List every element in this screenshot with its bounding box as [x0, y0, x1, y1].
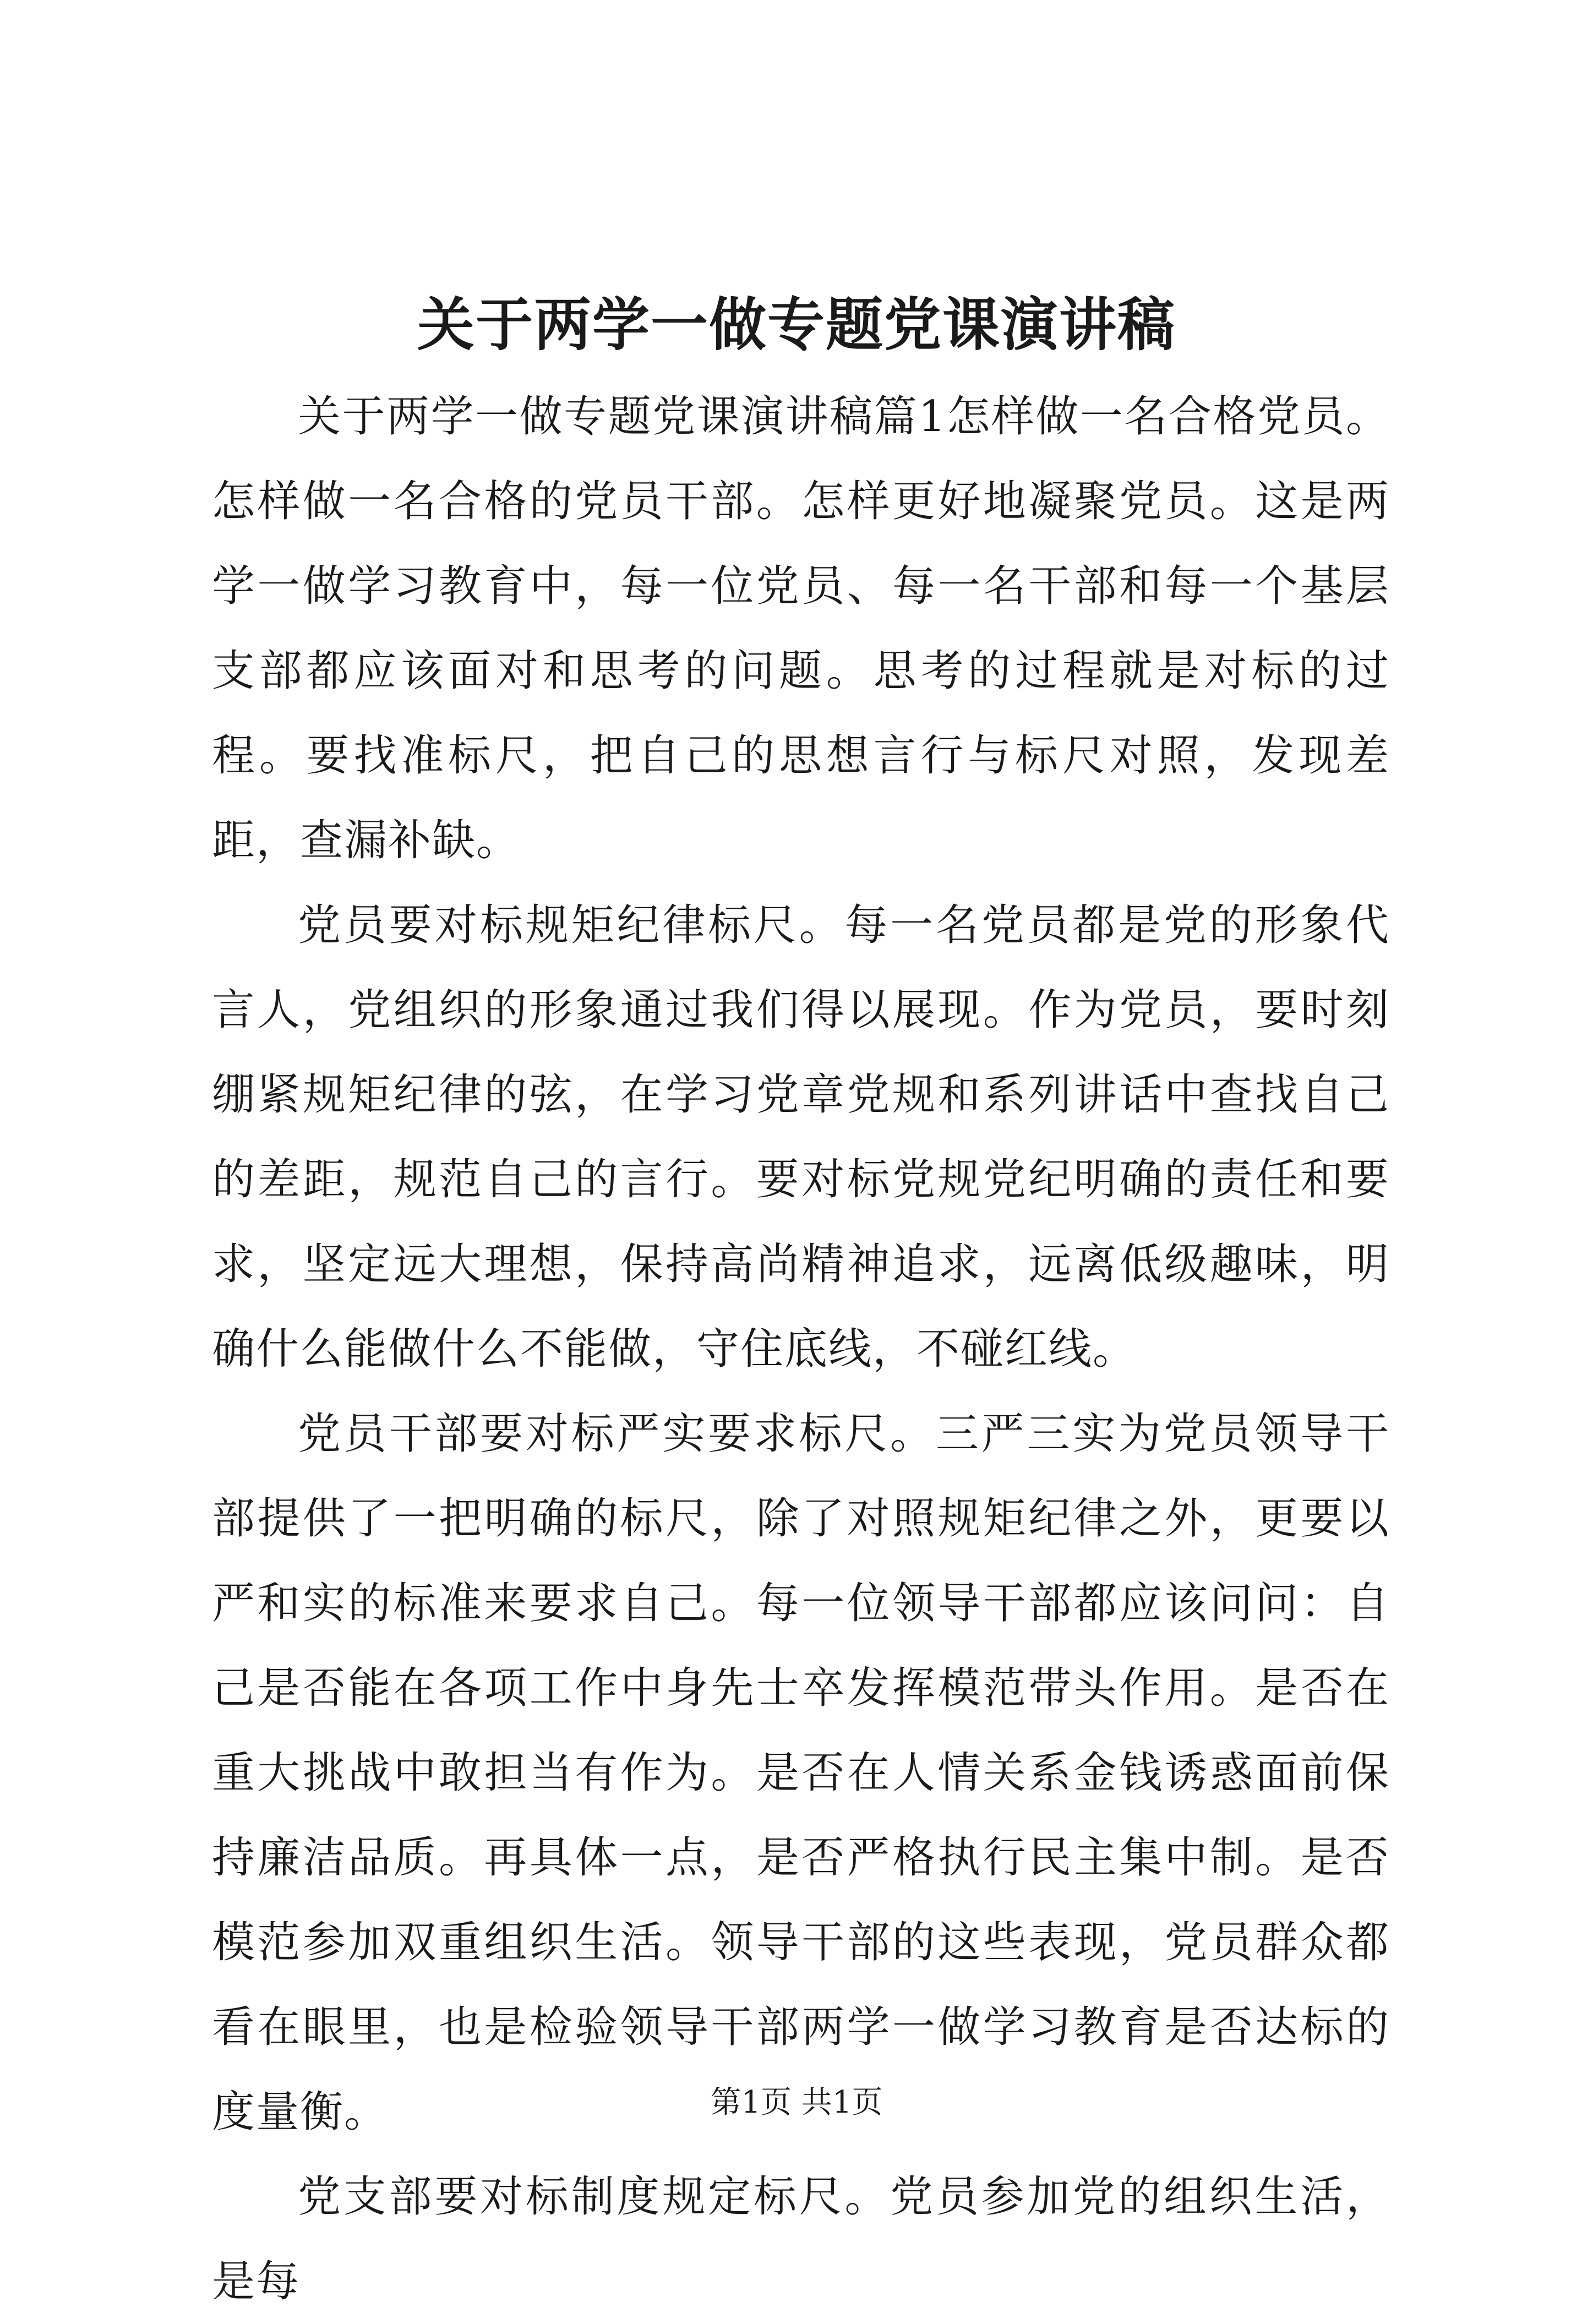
paragraph-2: 党员要对标规矩纪律标尺。每一名党员都是党的形象代言人，党组织的形象通过我们得以展现。作为党员，要时刻绷紧规矩纪律的弦，在学习党章党规和系列讲话中查找自己的差距，规范自己的言行。要对标党规党纪明确的责任和要求，坚定远大理想，保持高尚精神追求，远离低级趣味，明确什么能做什么不能做，守住底线，不碰红线。 — [212, 901, 1390, 1374]
paragraph-1: 关于两学一做专题党课演讲稿篇1怎样做一名合格党员。怎样做一名合格的党员干部。怎样更好地凝聚党员。这是两学一做学习教育中，每一位党员、每一名干部和每一个基层支部都应该面对和思考的问题。思考的过程就是对标的过程。要找准标尺，把自己的思想言行与标尺对照，发现差距，查漏补缺。 — [212, 392, 1390, 865]
paragraph-4: 党支部要对标制度规定标尺。党员参加党的组织生活，是每 — [212, 2172, 1390, 2306]
document-body — [212, 374, 1390, 2324]
document-title: 关于两学一做专题党课演讲稿 — [417, 291, 1176, 358]
paragraph-3: 党员干部要对标严实要求标尺。三严三实为党员领导干部提供了一把明确的标尺，除了对照规矩纪律之外，更要以严和实的标准来要求自己。每一位领导干部都应该问问：自己是否能在各项工作中身先士卒发挥模范带头作用。是否在重大挑战中敢担当有作为。是否在人情关系金钱诱惑面前保持廉洁品质。再具体一点，是否严格执行民主集中制。是否模范参加双重组织生活。领导干部的这些表现，党员群众都看在眼里，也是检验领导干部两学一做学习教育是否达标的度量衡。 — [212, 1409, 1390, 2137]
page-footer: 第1页 共1页 — [710, 2085, 883, 2120]
